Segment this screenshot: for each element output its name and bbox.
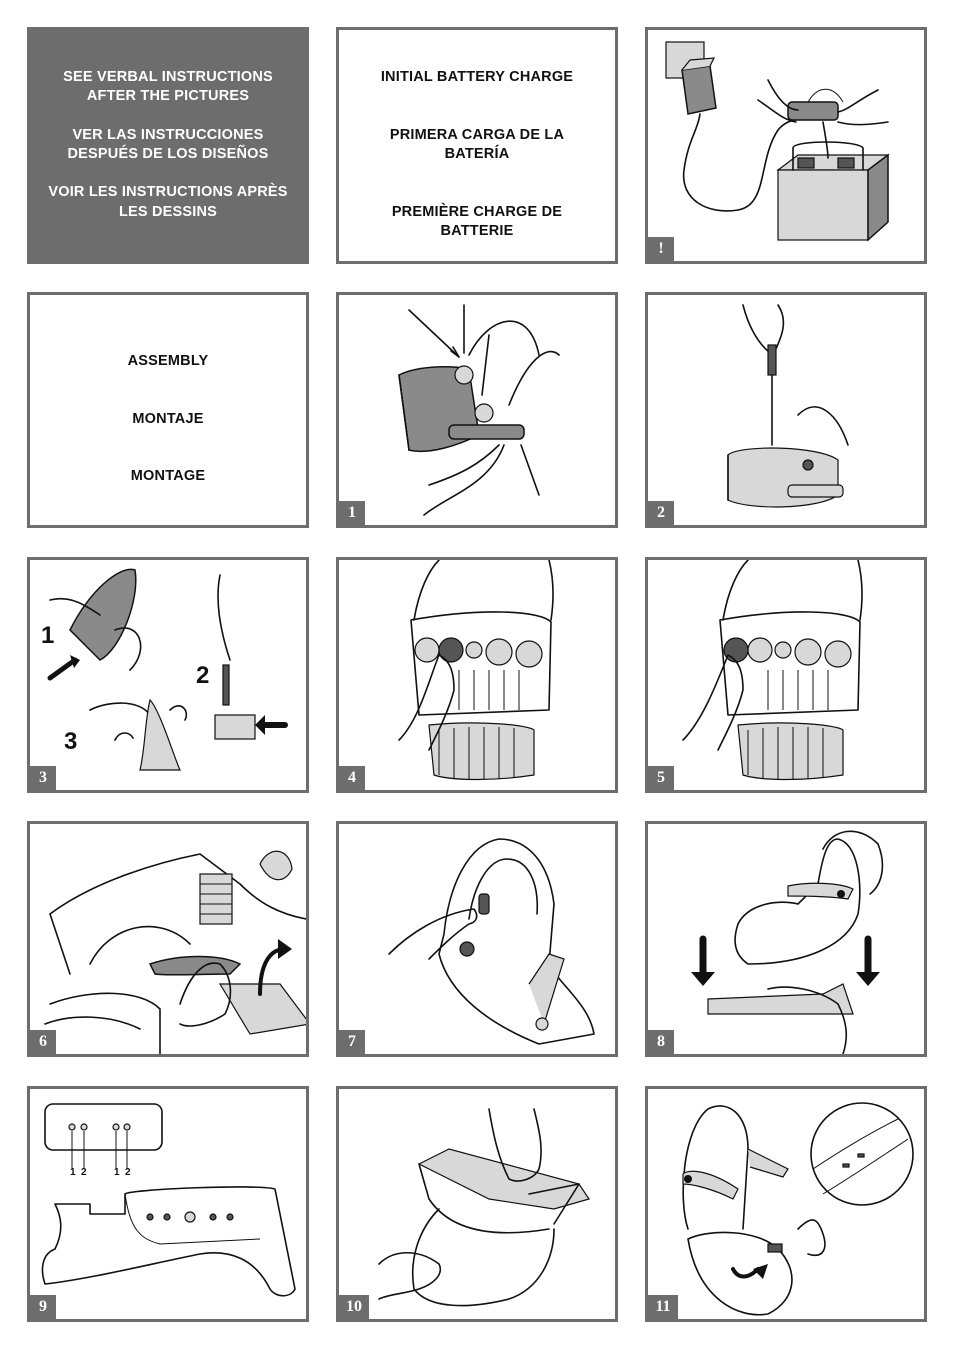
intro-line-5: VOIR LES INSTRUCTIONS APRÈS (48, 184, 288, 200)
step-11-number: 11 (648, 1295, 678, 1319)
assembly-line-3: MONTAGE (130, 468, 206, 484)
step-9-label-a2: 2 (81, 1167, 87, 1178)
intro-line-3: VER LAS INSTRUCCIONES (72, 127, 264, 143)
step-9-label-b2: 2 (125, 1167, 131, 1178)
charger-illustration (648, 30, 924, 261)
step-7-panel (336, 821, 618, 1057)
step-6-panel (27, 821, 309, 1057)
intro-line-4: DESPUÉS DE LOS DISEÑOS (67, 146, 269, 162)
step-9-label-a1: 1 (70, 1167, 76, 1178)
charge-line-2: PRIMERA CARGA DE LA (389, 127, 565, 143)
step-8-panel (645, 821, 927, 1057)
charge-line-1: INITIAL BATTERY CHARGE (380, 69, 574, 85)
step-7-number: 7 (339, 1030, 365, 1054)
step-3-number: 3 (30, 766, 56, 790)
step-10-panel (336, 1086, 618, 1322)
step-9-panel (27, 1086, 309, 1322)
step-3-panel (27, 557, 309, 793)
step-1-panel (336, 292, 618, 528)
warning-label: ! (648, 237, 674, 261)
charge-line-4: PREMIÈRE CHARGE DE (391, 204, 563, 220)
step-6-number: 6 (30, 1030, 56, 1054)
assembly-line-2: MONTAJE (132, 411, 204, 427)
intro-line-6: LES DESSINS (118, 204, 218, 220)
step-4-number: 4 (339, 766, 365, 790)
step-3-callout-3: 3 (64, 728, 78, 755)
step-8-number: 8 (648, 1030, 674, 1054)
assembly-line-1: ASSEMBLY (127, 353, 209, 369)
step-3-callout-2: 2 (196, 662, 210, 689)
charge-line-3: BATERÍA (444, 146, 510, 162)
step-9-label-b1: 1 (114, 1167, 120, 1178)
step-11-illustration (648, 1089, 924, 1319)
step-1-number: 1 (339, 501, 365, 525)
step-1-illustration (339, 295, 615, 525)
step-10-number: 10 (339, 1295, 369, 1319)
step-11-panel (645, 1086, 927, 1322)
battery-charge-panel (336, 27, 618, 264)
step-6-illustration (30, 824, 306, 1054)
intro-line-1: SEE VERBAL INSTRUCTIONS (63, 69, 273, 85)
step-7-illustration (339, 824, 615, 1054)
step-9-illustration (30, 1089, 306, 1319)
intro-panel (27, 27, 309, 264)
step-4-illustration (339, 560, 615, 790)
step-3-callout-1: 1 (41, 622, 55, 649)
step-5-illustration (648, 560, 924, 790)
step-2-panel (645, 292, 927, 528)
intro-line-2: AFTER THE PICTURES (86, 88, 250, 104)
step-2-number: 2 (648, 501, 674, 525)
step-9-number: 9 (30, 1295, 56, 1319)
step-4-panel (336, 557, 618, 793)
charger-illustration-panel (645, 27, 927, 264)
step-2-illustration (648, 295, 924, 525)
step-10-illustration (339, 1089, 615, 1319)
step-5-panel (645, 557, 927, 793)
assembly-panel (27, 292, 309, 528)
step-8-illustration (648, 824, 924, 1054)
charge-line-5: BATTERIE (440, 223, 514, 239)
step-5-number: 5 (648, 766, 674, 790)
